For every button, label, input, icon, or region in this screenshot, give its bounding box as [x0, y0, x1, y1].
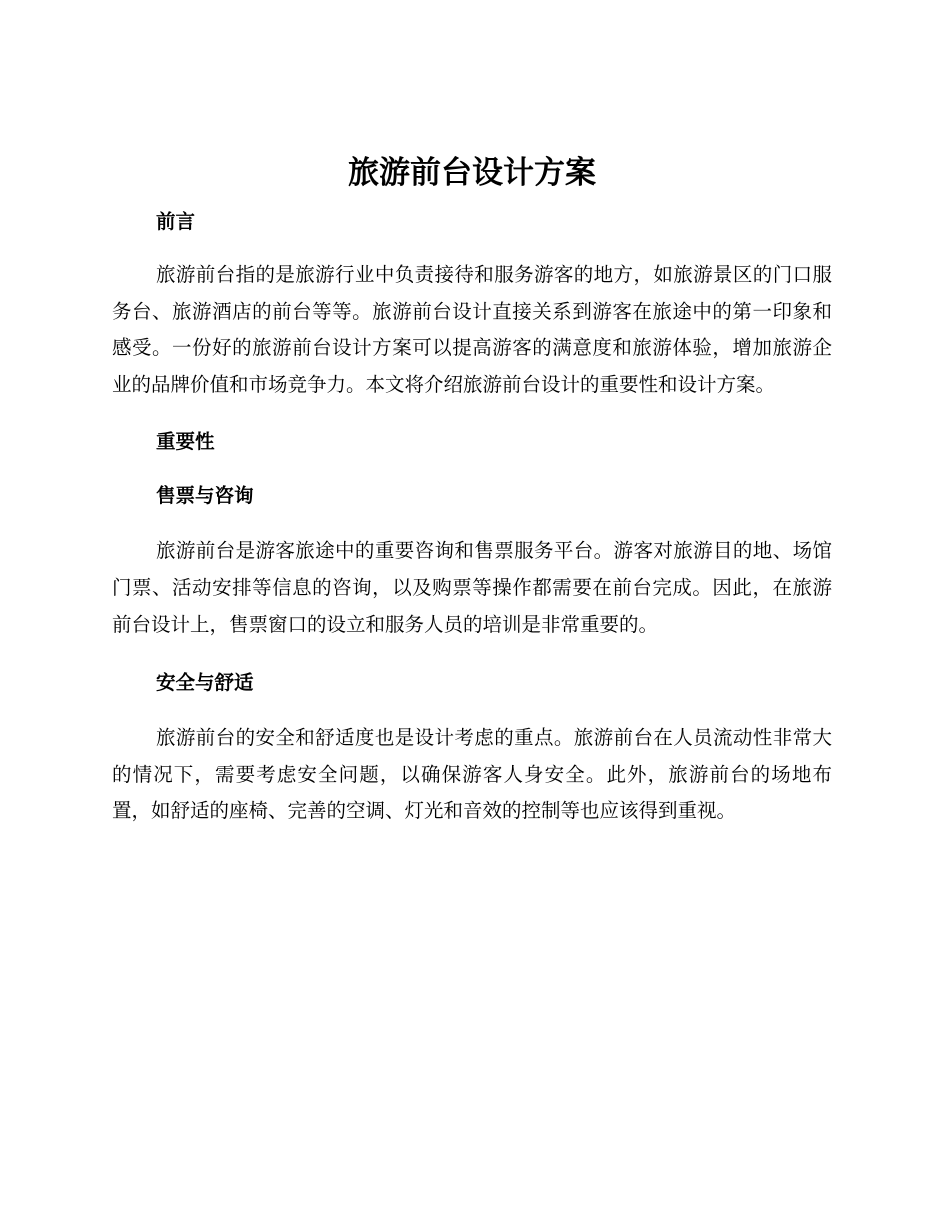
paragraph-intro: 旅游前台指的是旅游行业中负责接待和服务游客的地方，如旅游景区的门口服务台、旅游酒店的前台等等。旅游前台设计直接关系到游客在旅途中的第一印象和感受。一份好的旅游前台设计方案可以提高游客的满意度和旅游体验，增加旅游企业的品牌价值和市场竞争力。本文将介绍旅游前台设计的重要性和设计方案。 [112, 263, 832, 396]
section-heading-ticketing: 售票与咨询 [156, 484, 254, 508]
section-heading-importance: 重要性 [156, 430, 215, 454]
section-heading-safety: 安全与舒适 [156, 671, 254, 695]
document-title: 旅游前台设计方案 [348, 155, 596, 191]
section-heading-intro: 前言 [156, 210, 196, 233]
paragraph-ticketing: 旅游前台是游客旅途中的重要咨询和售票服务平台。游客对旅游目的地、场馆门票、活动安排等信息的咨询，以及购票等操作都需要在前台完成。因此，在旅游前台设计上，售票窗口的设立和服务人员的培训是非常重要的。 [112, 539, 832, 636]
paragraph-safety: 旅游前台的安全和舒适度也是设计考虑的重点。旅游前台在人员流动性非常大的情况下，需要考虑安全问题，以确保游客人身安全。此外，旅游前台的场地布置，如舒适的座椅、完善的空调、灯光和音效的控制等也应该得到重视。 [112, 726, 832, 823]
document-body [112, 148, 832, 830]
